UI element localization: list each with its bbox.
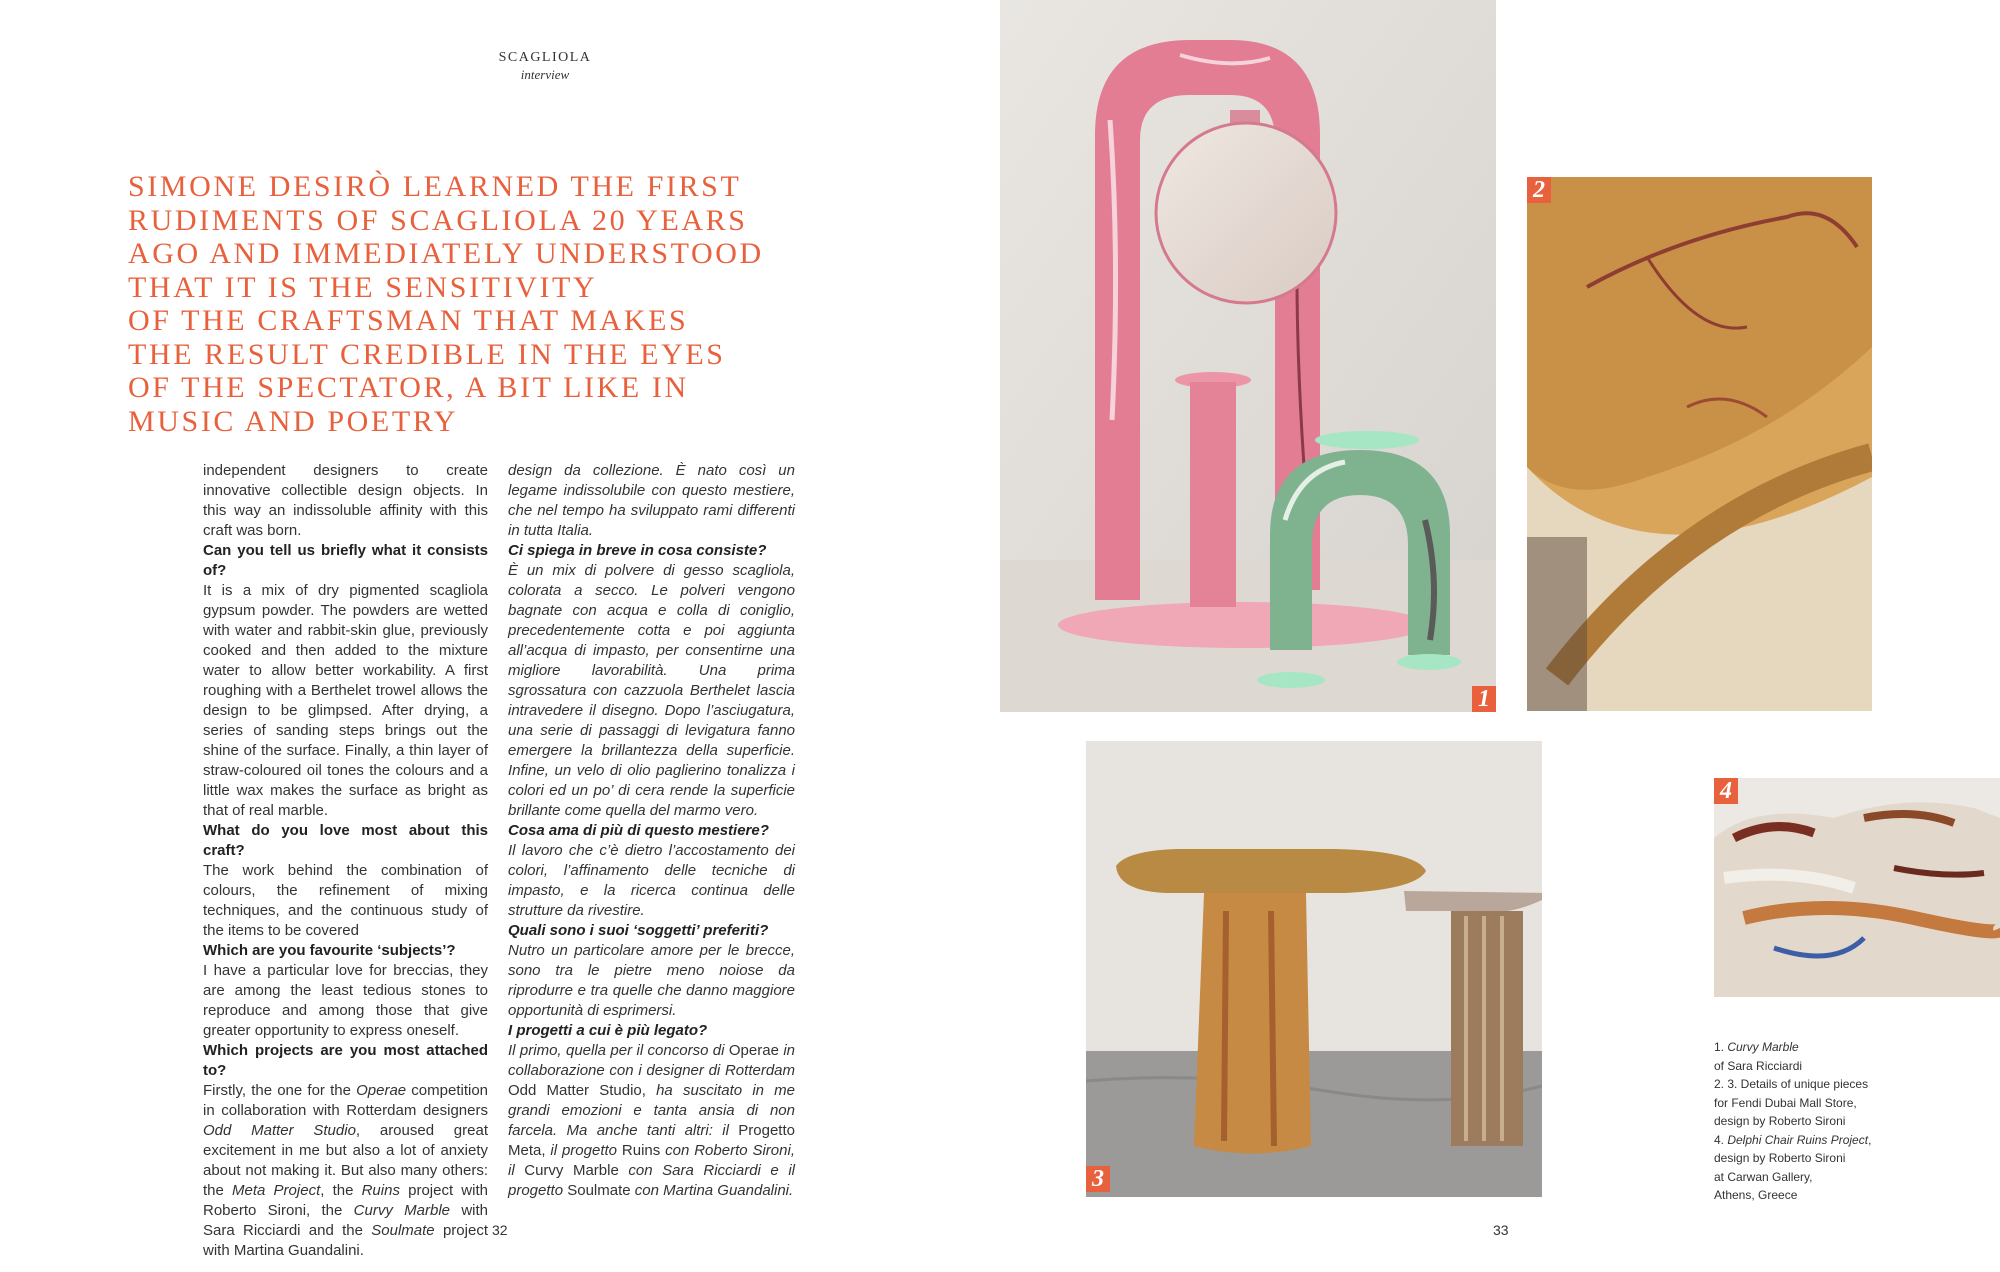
answer-3-it: Nutro un particolare amore per le brecce, sono tra le pietre meno noiose da riprodurre e tra quelle che danno maggiore opportunità di esprimersi. <box>508 942 795 1019</box>
question-2-it: Cosa ama di più di questo mestiere? <box>508 822 769 839</box>
headline-line: THAT IT IS THE SENSITIVITY <box>128 270 598 304</box>
english-column <box>203 461 488 1261</box>
caption-2-3-line2: for Fendi Dubai Mall Store, <box>1714 1095 1857 1110</box>
answer-3: I have a particular love for breccias, they are among the least tedious stones to reproduce and among those that give greater opportunity to express oneself. <box>203 962 488 1039</box>
headline <box>128 170 768 438</box>
question-1: Can you tell us briefly what it consists of? <box>203 542 488 579</box>
question-4-it: I progetti a cui è più legato? <box>508 1022 708 1039</box>
detail-illustration <box>1527 177 1872 711</box>
caption-4-line4: Athens, Greece <box>1714 1188 1798 1202</box>
photo-tables <box>1086 741 1542 1197</box>
headline-line: MUSIC AND POETRY <box>128 404 458 438</box>
section-subtitle: interview <box>520 67 570 82</box>
photo-2-badge: 2 <box>1527 177 1551 203</box>
headline-line: THE RESULT CREDIBLE IN THE EYES <box>128 337 726 371</box>
page-number-left: 32 <box>492 1222 508 1238</box>
question-2: What do you love most about this craft? <box>203 822 488 859</box>
question-4: Which projects are you most attached to? <box>203 1042 488 1079</box>
section-title: SCAGLIOLA <box>498 50 592 65</box>
photo-4-badge: 4 <box>1714 778 1738 804</box>
photo-1-badge: 1 <box>1472 686 1496 712</box>
caption-2-3-line3: design by Roberto Sironi <box>1714 1114 1846 1128</box>
photo-3-badge: 3 <box>1086 1166 1110 1192</box>
caption-4-line3: at Carwan Gallery, <box>1714 1169 1813 1184</box>
question-1-it: Ci spiega in breve in cosa consiste? <box>508 542 767 559</box>
photo-captions <box>1714 1038 1904 1205</box>
answer-1-it: È un mix di polvere di gesso scagliola, colorata a secco. Le polveri vengono bagnate con acqua e colla di coniglio, precedentemente cotta e poi aggiunta all’acqua di impasto, per consentirne una migliore lavorabilità. Una prima sgrossatura con cazzuola Berthelet lascia intravedere il disegno. Dopo l’asciugatura, una serie di passaggi di levigatura fanno emergere la brillantezza della superficie. Infine, un velo di olio paglierino tonalizza i colori ed un po’ di cera rende la superficie brillante come quella del marmo vero. <box>508 562 795 819</box>
section-label <box>445 50 645 83</box>
caption-4: 4. Delphi Chair Ruins Project, <box>1714 1132 1872 1147</box>
answer-2-it: Il lavoro che c’è dietro l’accostamento dei colori, l’affinamento delle tecniche di impasto, e la ricerca continua delle strutture da rivestire. <box>508 842 795 919</box>
headline-line: OF THE CRAFTSMAN THAT MAKES <box>128 304 689 337</box>
headline-line: AGO AND IMMEDIATELY UNDERSTOOD <box>128 237 764 270</box>
intro-paragraph-it: design da collezione. È nato così un legame indissolubile con questo mestiere, che nel tempo ha sviluppato rami differenti in tutta Italia. <box>508 462 795 539</box>
curvy-marble-illustration <box>1000 0 1496 712</box>
answer-1: It is a mix of dry pigmented scagliola gypsum powder. The powders are wetted with water and rabbit-skin glue, previously cooked and then added to the mixture water to allow better workability. A first roughing with a Berthelet trowel allows the design to be glimpsed. After drying, a series of sanding steps brings out the shine of the surface. Finally, a thin layer of straw-coloured oil tones the colours and a little wax makes the surface as bright as that of real marble. <box>203 582 488 819</box>
answer-4: Firstly, the one for the Operae competition in collaboration with Rotterdam designers Odd Matter Studio, aroused great excitement in me but also a lot of anxiety about not making it. But also many others: the Meta Project, the Ruins project with Roberto Sironi, the Curvy Marble with Sara Ricciardi and the Soulmate project with Martina Guandalini. <box>203 1082 489 1259</box>
headline-line: SIMONE DESIRÒ LEARNED THE FIRST <box>128 170 742 203</box>
caption-1-author: of Sara Ricciardi <box>1714 1058 1803 1073</box>
caption-4-line2: design by Roberto Sironi <box>1714 1151 1846 1165</box>
question-3-it: Quali sono i suoi ‘soggetti’ preferiti? <box>508 922 769 939</box>
chair-illustration <box>1714 778 2000 997</box>
caption-2-3: 2. 3. Details of unique pieces <box>1714 1077 1869 1091</box>
photo-detail-table-top <box>1527 177 1872 711</box>
photo-delphi-chair <box>1714 778 2000 997</box>
answer-2: The work behind the combination of colours, the refinement of mixing techniques, and the continuous study of the items to be covered <box>203 862 488 939</box>
intro-paragraph: independent designers to create innovative collectible design objects. In this way an indissoluble affinity with this craft was born. <box>203 462 488 539</box>
italian-column <box>508 461 795 1201</box>
headline-line: RUDIMENTS OF SCAGLIOLA 20 YEARS <box>128 203 748 237</box>
page-number-right: 33 <box>1493 1222 1509 1238</box>
tables-illustration <box>1086 741 1542 1197</box>
headline-line: OF THE SPECTATOR, A BIT LIKE IN <box>128 371 689 404</box>
caption-1: 1. Curvy Marble <box>1714 1040 1799 1054</box>
answer-4-it: Il primo, quella per il concorso di Operae in collaborazione con i designer di Rotterdam Odd Matter Studio, ha suscitato in me grandi emozioni e tanta ansia di non farcela. Ma anche tanti altri: il Progetto Meta, il progetto Ruins con Roberto Sironi, il Curvy Marble con Sara Ricciardi e il progetto Soulmate con Martina Guandalini. <box>508 1042 796 1199</box>
photo-curvy-marble <box>1000 0 1496 712</box>
question-3: Which are you favourite ‘subjects’? <box>203 942 456 959</box>
